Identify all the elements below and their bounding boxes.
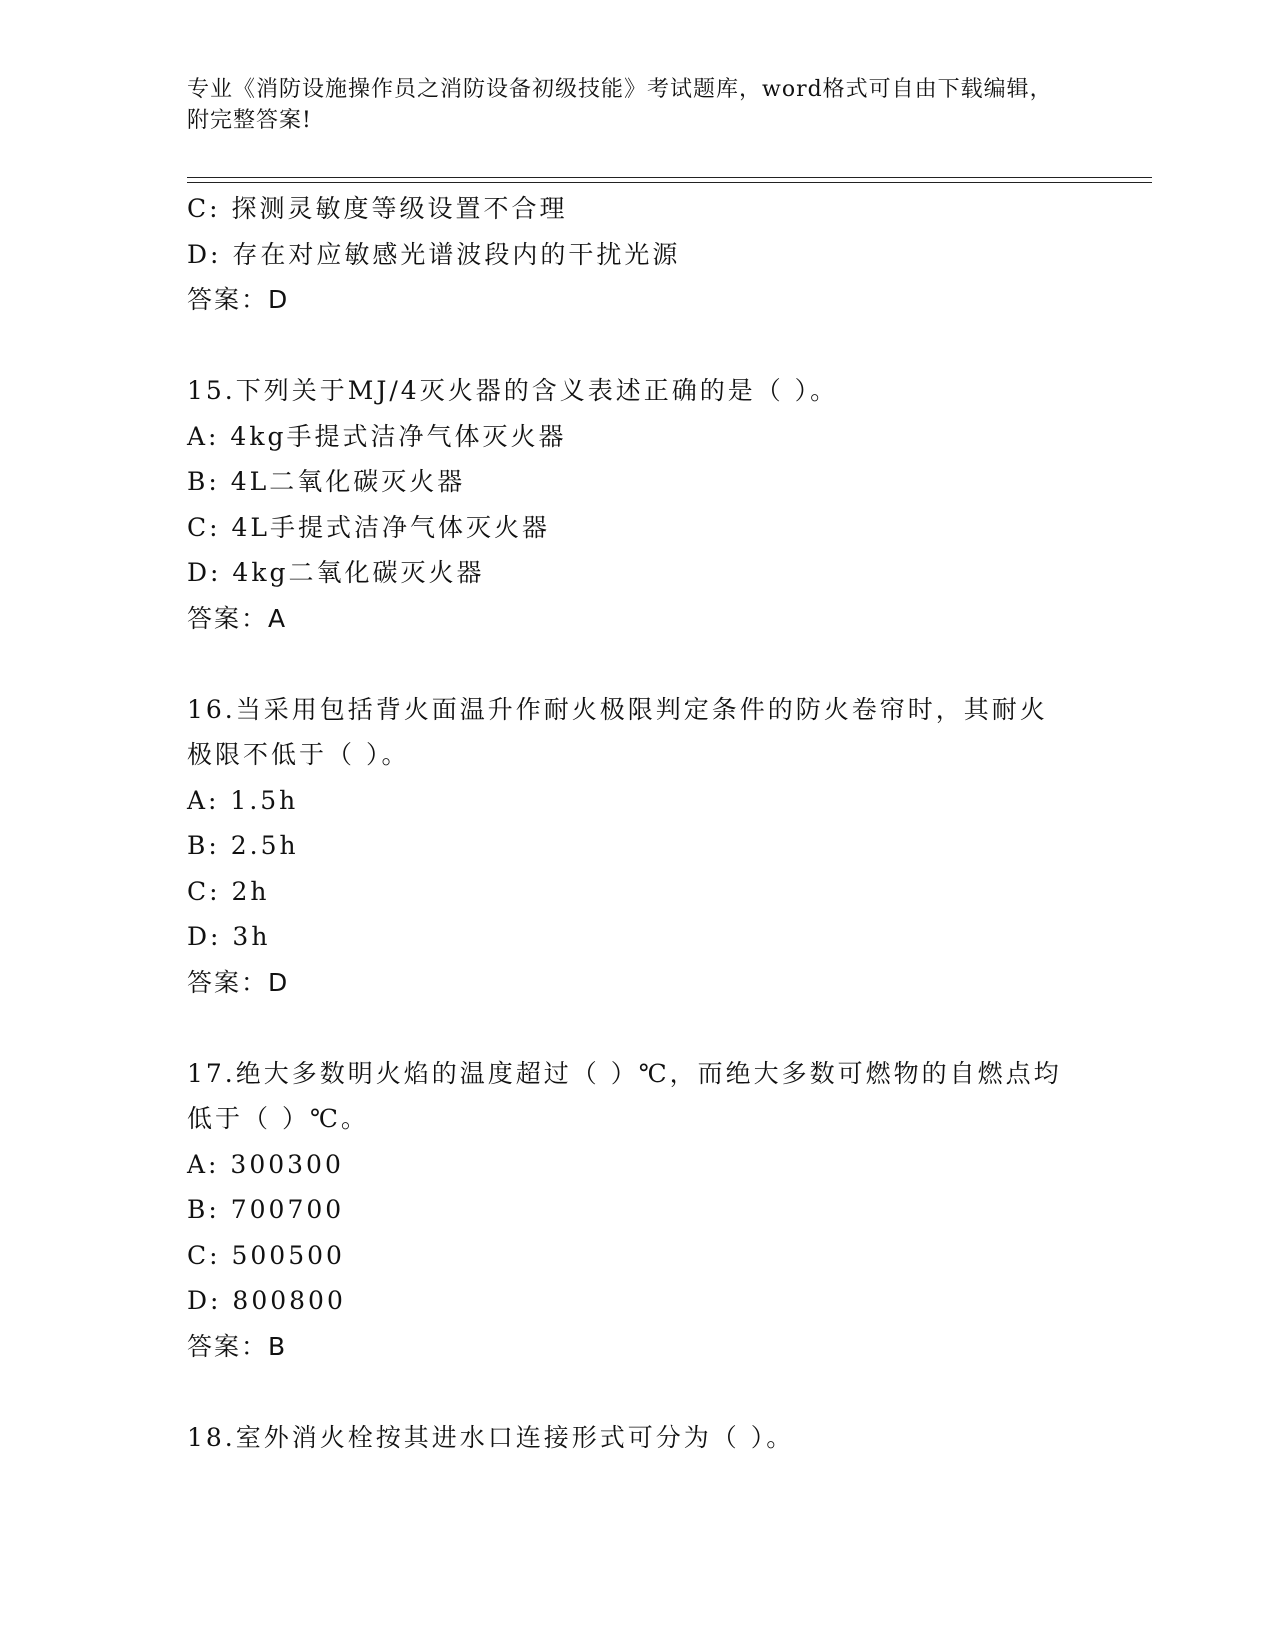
document-header: 专业《消防设施操作员之消防设备初级技能》考试题库，word格式可自由下载编辑，附完整答案! [187,77,1053,133]
question-text: 15.下列关于MJ/4灭火器的含义表述正确的是（ ）。 [187,376,839,405]
option-b: B: 4L二氧化碳灭火器 [187,467,466,496]
answer-line: 答案：D [187,285,290,314]
option-a: A: 300300 [187,1149,344,1179]
question-16 [187,687,1067,1006]
option-c: C: 探测灵敏度等级设置不合理 [187,194,568,223]
option-d: D: 3h [187,922,271,951]
option-a: A: 4kg手提式洁净气体灭火器 [187,421,567,451]
option-d: D: 4kg二氧化碳灭火器 [187,558,485,587]
option-c: C: 4L手提式洁净气体灭火器 [187,512,551,542]
answer-line: 答案：A [187,603,288,633]
option-d: D: 存在对应敏感光谱波段内的干扰光源 [187,239,681,269]
option-c: C: 2h [187,876,270,906]
question-text: 18.室外消火栓按其进水口连接形式可分为（ ）。 [187,1422,795,1452]
answer-line: 答案：B [187,1331,288,1361]
question-text: 16.当采用包括背火面温升作耐火极限判定条件的防火卷帘时，其耐火极限不低于（ ）。 [187,694,1048,769]
question-text: 17.绝大多数明火焰的温度超过（ ）℃，而绝大多数可燃物的自燃点均低于（ ）℃。 [187,1058,1062,1133]
header-divider [187,177,1152,178]
option-b: B: 700700 [187,1195,345,1224]
question-17 [187,1051,1067,1370]
option-b: B: 2.5h [187,831,299,860]
question-15 [187,368,1067,641]
question-list [187,186,1067,1460]
header-divider-double [187,182,1152,183]
question-18 [187,1415,1067,1461]
option-c: C: 500500 [187,1240,345,1270]
option-a: A: 1.5h [187,785,299,815]
answer-line: 答案：D [187,967,290,997]
option-d: D: 800800 [187,1286,346,1315]
